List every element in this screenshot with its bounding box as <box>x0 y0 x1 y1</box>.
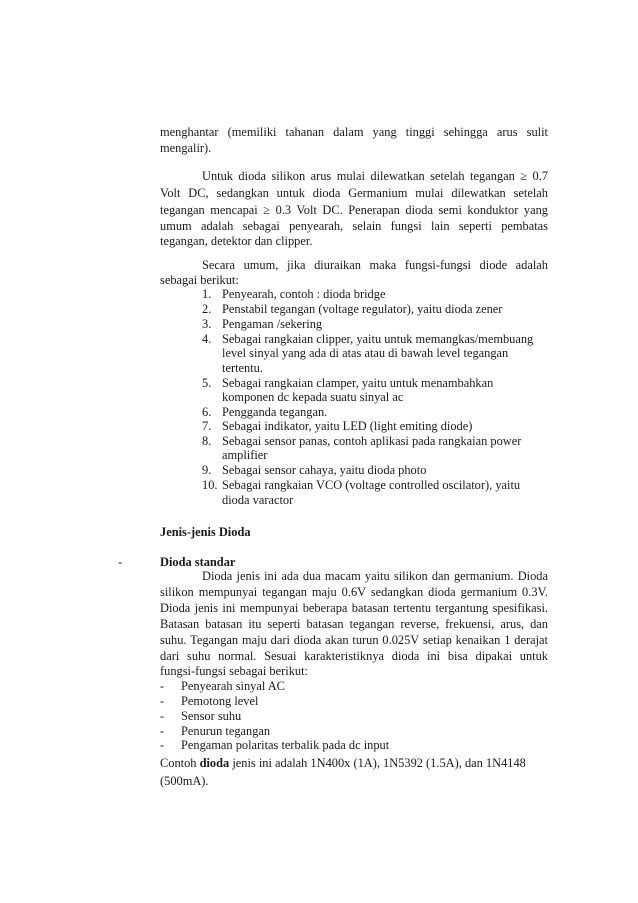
para2-line1: Untuk dioda silikon arus mulai dilewatkan setelah tegangan ≥ 0.7 <box>202 169 548 183</box>
para2-line3: tegangan mencapai ≥ 0.3 Volt DC. Penerapan dioda semi konduktor yang <box>160 203 548 217</box>
list-number: 6. <box>202 405 212 419</box>
list-item-continuation: level sinyal yang ada di atas atau di bawah level tegangan <box>222 346 509 360</box>
list-dash: - <box>160 709 165 723</box>
para3-line2: sebagai berikut: <box>160 273 239 287</box>
list-item-continuation: komponen dc kepada suatu sinyal ac <box>222 390 404 404</box>
example-suffix: jenis ini adalah 1N400x (1A), 1N5392 (1.5A), dan 1N4148 <box>229 756 526 770</box>
para1-line1: menghantar (memiliki tahanan dalam yang tinggi sehingga arus sulit <box>160 125 548 139</box>
list-item: Sensor suhu <box>181 709 242 723</box>
list-number: 10. <box>202 478 218 492</box>
example-prefix: Contoh <box>160 756 200 770</box>
subsection-heading: Dioda standar <box>160 555 236 569</box>
list-item: Sebagai sensor cahaya, yaitu dioda photo <box>222 463 427 477</box>
list-item: Sebagai rangkaian VCO (voltage controlled oscilator), yaitu <box>222 478 521 492</box>
list-item-continuation: amplifier <box>222 448 268 462</box>
list-dash: - <box>160 679 165 693</box>
dioda-standar-line7: fungsi-fungsi sebagai berikut: <box>160 664 308 678</box>
dioda-standar-line2: silikon mempunyai tegangan maju 0.6V sedangkan dioda germanium 0.3V. <box>160 585 548 599</box>
list-dash: - <box>160 724 165 738</box>
list-item: Pengaman /sekering <box>222 317 323 331</box>
dioda-standar-line4: Batasan batasan itu seperti batasan tegangan reverse, frekuensi, arus, dan <box>160 617 548 631</box>
list-item: Penurun tegangan <box>181 724 271 738</box>
dioda-standar-line1: Dioda jenis ini ada dua macam yaitu silikon dan germanium. Dioda <box>202 569 548 583</box>
list-number: 9. <box>202 463 212 477</box>
list-item: Sebagai rangkaian clamper, yaitu untuk menambahkan <box>222 376 494 390</box>
list-item: Sebagai rangkaian clipper, yaitu untuk memangkas/membuang <box>222 332 534 346</box>
para1-line2: mengalir). <box>160 141 212 155</box>
list-item-continuation: dioda varactor <box>222 493 294 507</box>
para2-line5: tegangan, detektor dan clipper. <box>160 234 313 248</box>
list-number: 1. <box>202 287 212 301</box>
example-line1 <box>160 756 526 770</box>
para2-line4: umum adalah sebagai penyearah, selain fungsi lain seperti pembatas <box>160 219 548 233</box>
example-line2: (500mA). <box>160 774 209 788</box>
list-number: 3. <box>202 317 212 331</box>
list-item-continuation: tertentu. <box>222 361 263 375</box>
para3-line1: Secara umum, jika diuraikan maka fungsi-fungsi diode adalah <box>202 258 548 272</box>
example-bold-term: dioda <box>199 756 230 770</box>
list-item: Sebagai sensor panas, contoh aplikasi pada rangkaian power <box>222 434 522 448</box>
dioda-standar-line6: dari suhu normal. Sesuai karakteristiknya dioda ini bisa dipakai untuk <box>160 649 548 663</box>
list-item: Pengganda tegangan. <box>222 405 328 419</box>
dioda-standar-line3: Dioda jenis ini mempunyai beberapa batasan tertentu tergantung spesifikasi. <box>160 601 548 615</box>
list-number: 4. <box>202 332 212 346</box>
list-dash: - <box>160 738 165 752</box>
bullet-dash: - <box>118 555 123 569</box>
list-item: Penyearah sinyal AC <box>181 679 285 693</box>
section-heading: Jenis-jenis Dioda <box>160 525 251 539</box>
list-item: Penstabil tegangan (voltage regulator), yaitu dioda zener <box>222 302 503 316</box>
list-number: 7. <box>202 419 212 433</box>
dioda-standar-line5: suhu. Tegangan maju dari dioda akan turun 0.025V setiap kenaikan 1 derajat <box>160 633 548 647</box>
para2-line2: Volt DC, sedangkan untuk dioda Germanium mulai dilewatkan setelah <box>160 186 548 200</box>
list-item: Pemotong level <box>181 694 259 708</box>
list-item: Penyearah, contoh : dioda bridge <box>222 287 386 301</box>
list-number: 2. <box>202 302 212 316</box>
list-item: Pengaman polaritas terbalik pada dc input <box>181 738 390 752</box>
list-dash: - <box>160 694 165 708</box>
list-number: 5. <box>202 376 212 390</box>
list-number: 8. <box>202 434 212 448</box>
list-item: Sebagai indikator, yaitu LED (light emiting diode) <box>222 419 473 433</box>
